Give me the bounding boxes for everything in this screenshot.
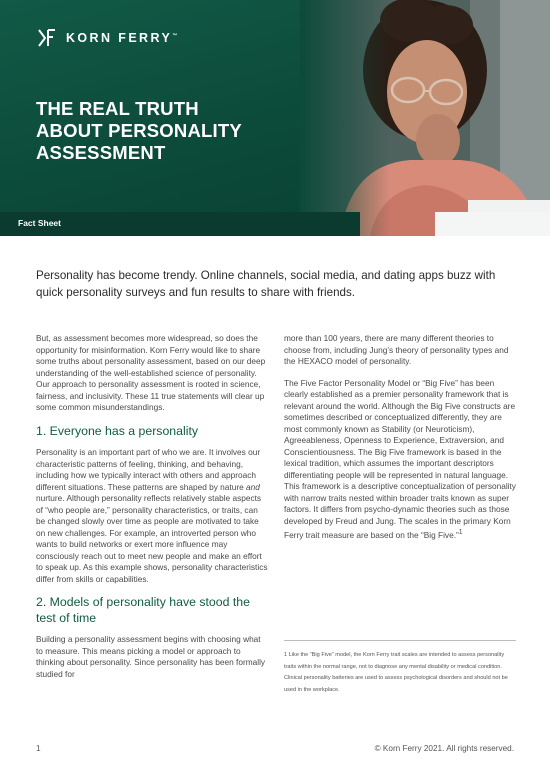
right-column [284,333,516,551]
document-type-bar [0,212,550,236]
right-paragraph-2: The Five Factor Personality Model or “Big Five” has been clearly established as a premier personality framework that is relevant around the world. Although the Big Five constructs are sometimes described or conceptualized differently, they are most commonly known as Stability (or Neuroticism), Agreeableness, Openness to Experience, Extraversion, and Conscientiousness. The Big Five framework is based in the lexical tradition, which assumes the important descriptors differentiating people will be represented in natural language. This framework is a descriptive conceptualization of personality with narrow traits nested within broader traits known as super factors. It differs from psycho-dynamic theories such as those developed by Freud and Jung. The scales in the primary Korn Ferry trait measure are based on the “Big Five.”$^1$ [284,377,516,540]
hero-banner [0,0,550,236]
title-line-2: ABOUT PERSONALITY [36,120,242,141]
brand-name: KORN FERRY™ [66,31,178,45]
footnote: 1 Like the “Big Five” model, the Korn Ferry trait scales are intended to assess personality traits within the normal range, not to diagnose any mental disability or medical condition. Clinical personality batteries are used to assess psychological disorders and should not be used in the workplace. [284,652,508,693]
section-heading-1: 1. Everyone has a personality [36,423,199,438]
section-heading-2: 2. Models of personality have stood the test of time [36,595,250,625]
copyright: © Korn Ferry 2021. All rights reserved. [374,744,514,753]
left-paragraph-3: Building a personality assessment begins with choosing what to measure. This means picking a model or approach to thinking about personality. Since personality has been formally studied for [36,634,266,679]
korn-ferry-logo [36,27,177,49]
left-column [36,333,268,690]
page-title [36,98,296,164]
page-number: 1 [36,744,41,753]
footnote-ref: 1 [458,529,463,536]
title-line-1: THE REAL TRUTH [36,98,199,119]
korn-ferry-mark-icon [36,27,58,49]
footnote-divider [284,640,516,641]
intro-paragraph: Personality has become trendy. Online channels, social media, and dating apps buzz with quick personality surveys and fun results to share with friends. [36,269,496,299]
document-type-label: Fact Sheet [18,218,61,228]
left-paragraph-2: Personality is an important part of who we are. It involves our characteristic patterns of feeling, thinking, and behaving, including how we typically interact with others and approach different situations. These patterns are shaped by nature and nurture. Although personality reflects relatively stable aspects of “who people are,” personality characteristics, or traits, can be changed slowly over time as people are motivated to take on new challenges. For example, an introverted person who wants to build networks or exert more influence may consciously reach out to meet new people and make an effort to speak up. As this example shows, personality characteristics differ from skills or capabilities. [36,447,268,584]
right-paragraph-1: more than 100 years, there are many different theories to choose from, including Jung’s theory of personality types and the HEXACO model of personality. [284,333,509,366]
laptop-edge [435,212,550,236]
left-paragraph-1: But, as assessment becomes more widespread, so does the opportunity for misinformation. Korn Ferry would like to share some truths about personality assessment, based on our deep understanding of the well-established science of personality. Our approach to personality assessment is rooted in science, fairness, and inclusivity. These 11 true statements will clear up some common misunderstandings. [36,333,266,412]
photo-fade-overlay [300,0,390,236]
title-line-3: ASSESSMENT [36,142,166,163]
emphasis-and: and [246,481,260,492]
